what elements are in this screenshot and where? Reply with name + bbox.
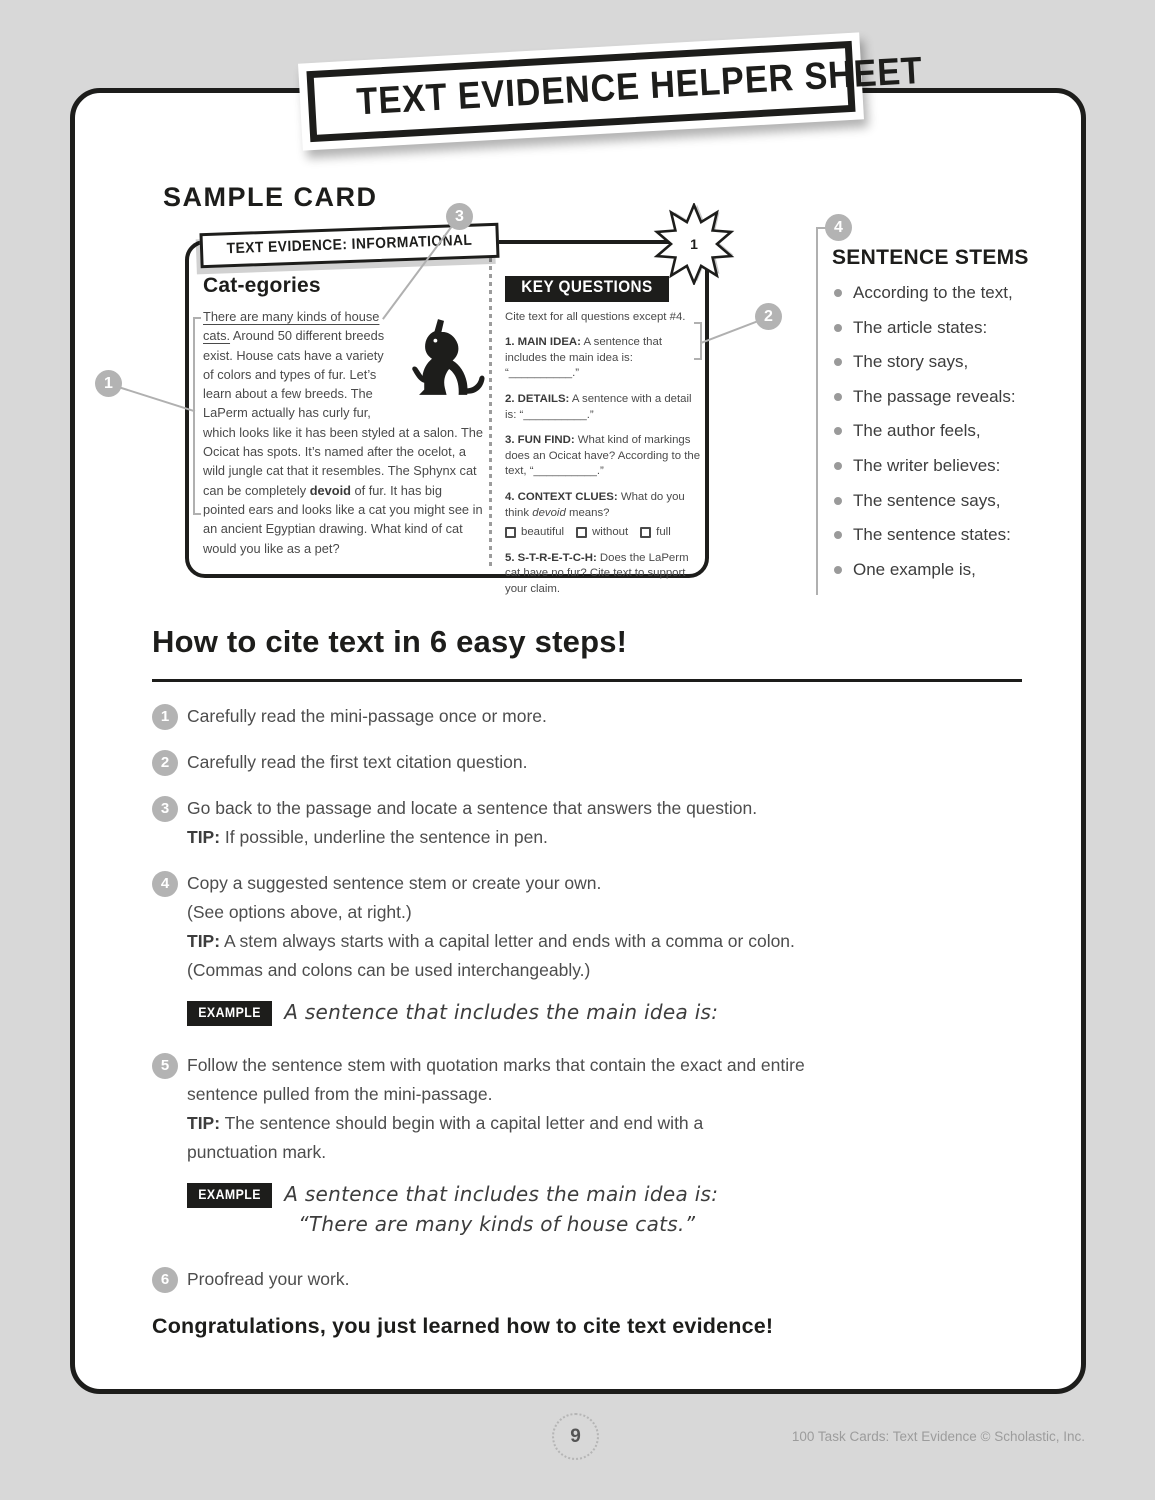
step-number-badge: 3 [152,796,178,822]
step-2 [152,748,1032,777]
card-number: 1 [690,236,698,252]
copyright-text: 100 Task Cards: Text Evidence © Scholastic, Inc. [791,1429,1085,1444]
step-6 [152,1265,1032,1294]
bullet-icon [834,393,842,401]
cat-icon [401,309,487,405]
sentence-stems-panel [832,246,1067,593]
step-number-badge: 4 [152,871,178,897]
page-number: 9 [552,1413,599,1460]
bullet-icon [834,427,842,435]
stems-bracket [816,227,830,595]
stem-item: The author feels, [832,420,1067,441]
passage-text [203,307,487,558]
passage-title: Cat-egories [203,274,321,297]
underlined-sentence: There are many kinds of house cats. [203,309,380,344]
vocab-word: devoid [309,482,351,498]
bullet-icon [834,289,842,297]
stem-item: The sentence says, [832,490,1067,511]
step-text: Follow the sentence stem with quotation marks that contain the exact and entire sentence pulled from the mini-passage. [187,1055,805,1104]
stem-item: One example is, [832,559,1067,580]
checkbox-full[interactable] [640,527,651,538]
step-text: Copy a suggested sentence stem or create your own. [187,873,602,893]
checkbox-beautiful[interactable] [505,527,516,538]
passage-body-2: of fur. It has big pointed ears and looks like a cat you might see in an ancient Egyptian drawing. What kind of cat would you like as a pet? [203,482,483,556]
key-questions-header: KEY QUESTIONS [505,276,669,302]
question-3: 3. FUN FIND: What kind of markings does an Ocicat have? According to the text, “__________.” [505,434,701,478]
congratulations-text: Congratulations, you just learned how to cite text evidence! [152,1314,774,1338]
example-1 [187,997,1032,1027]
question-4: 4. CONTEXT CLUES: What do you think devoid means? [505,490,685,519]
callout-2-badge: 2 [755,303,782,330]
step-4 [152,869,1032,985]
key-questions-panel [505,276,703,608]
card-divider [489,250,492,568]
step-text: Go back to the passage and locate a sentence that answers the question. [187,798,758,818]
steps-list [152,702,1032,1339]
step-number-badge: 6 [152,1267,178,1293]
example-badge: EXAMPLE [187,1001,272,1026]
step-1 [152,702,1032,731]
step-note: (Commas and colons can be used interchangeably.) [187,960,591,980]
sample-card-heading: SAMPLE CARD [163,182,378,212]
step-text: Proofread your work. [187,1269,350,1289]
example-badge: EXAMPLE [187,1183,272,1208]
step-3 [152,794,1032,852]
sentence-stems-heading: SENTENCE STEMS [832,246,1029,269]
step-number-badge: 5 [152,1053,178,1079]
step-tip: TIP: A stem always starts with a capital letter and ends with a comma or colon. [187,931,795,951]
heading-rule [152,679,1022,682]
question-5: 5. S-T-R-E-T-C-H: Does the LaPerm cat have no fur? Cite text to support your claim. [505,551,689,595]
callout-1-badge: 1 [95,370,122,397]
callout-4-badge: 4 [825,214,852,241]
example-2 [187,1179,1032,1239]
card-category-label: TEXT EVIDENCE: INFORMATIONAL [226,231,473,258]
bullet-icon [834,462,842,470]
stem-item: The writer believes: [832,455,1067,476]
stem-item: The article states: [832,317,1067,338]
step-text: Carefully read the mini-passage once or more. [187,706,547,726]
question-2: 2. DETAILS: A sentence with a detail is: “__________.” [505,392,692,421]
stem-item: According to the text, [832,282,1067,303]
bullet-icon [834,566,842,574]
example-2-line1: A sentence that includes the main idea is: [284,1182,719,1206]
passage-body-1: Around 50 different breeds exist. House cats have a variety of colors and types of fur. Let’s learn about a few breeds. The LaPerm actually has curly fur, which looks like it has been styled at a salon. The Ocicat has spots. It’s named after the ocelot, a wild jungle cat that it resembles. The Sphynx cat can be completely [203,328,484,498]
example-1-text: A sentence that includes the main idea is: [284,1000,719,1024]
passage-bracket [193,317,201,515]
howto-heading: How to cite text in 6 easy steps! [152,624,628,659]
step-text: Carefully read the first text citation question. [187,752,528,772]
card-number-star-icon [652,203,736,285]
mini-passage [203,274,487,558]
step-note: (See options above, at right.) [187,902,412,922]
step-number-badge: 1 [152,704,178,730]
key-questions-intro: Cite text for all questions except #4. [505,310,686,323]
question-1: 1. MAIN IDEA: A sentence that includes the main idea is: “__________.” [505,336,663,380]
stem-item: The passage reveals: [832,386,1067,407]
callout-3-badge: 3 [446,203,473,230]
bullet-icon [834,324,842,332]
example-2-line2: “There are many kinds of house cats.” [298,1212,696,1236]
bullet-icon [834,531,842,539]
stem-item: The story says, [832,351,1067,372]
checkbox-without[interactable] [576,527,587,538]
page-title: TEXT EVIDENCE HELPER SHEET [355,49,924,124]
bullet-icon [834,497,842,505]
step-number-badge: 2 [152,750,178,776]
stem-item: The sentence states: [832,524,1067,545]
question-4-options: beautiful without full [505,525,703,541]
step-5 [152,1051,1032,1167]
step-tip: TIP: If possible, underline the sentence in pen. [187,827,548,847]
step-tip: TIP: The sentence should begin with a capital letter and end with a punctuation mark. [187,1113,704,1162]
bullet-icon [834,358,842,366]
